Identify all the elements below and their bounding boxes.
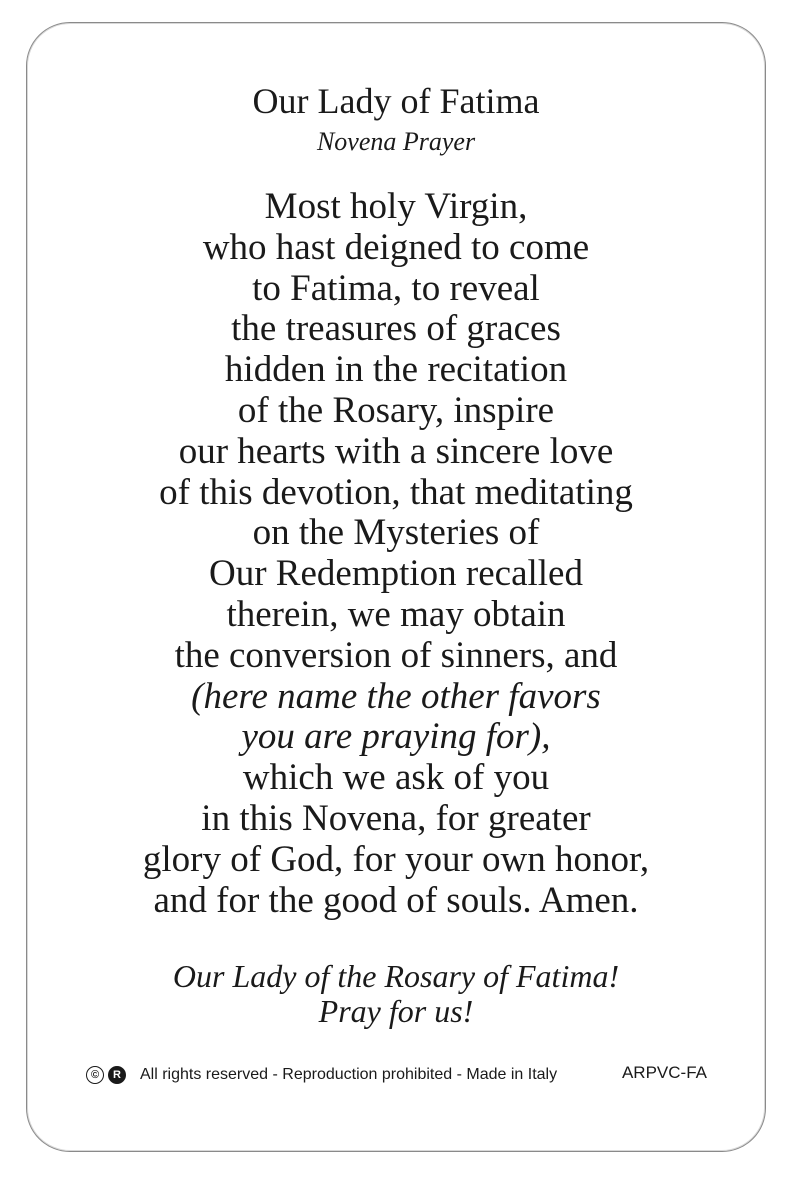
- card-title: Our Lady of Fatima: [252, 81, 540, 121]
- prayer-line: of the Rosary, inspire: [237, 389, 555, 431]
- prayer-line: therein, we may obtain: [226, 593, 566, 635]
- copyright-icon: ©: [86, 1066, 104, 1084]
- footer: [86, 1065, 686, 1085]
- prayer-line: of this devotion, that meditating: [159, 471, 633, 513]
- prayer-line: the treasures of graces: [231, 308, 561, 350]
- prayer-line: hidden in the recitation: [224, 349, 568, 391]
- prayer-line: the conversion of sinners, and: [174, 634, 618, 676]
- prayer-line: to Fatima, to reveal: [252, 267, 540, 309]
- prayer-line: our hearts with a sincere love: [178, 430, 614, 472]
- prayer-line: glory of God, for your own honor,: [142, 838, 650, 880]
- prayer-card: [26, 22, 766, 1152]
- card-subtitle: Novena Prayer: [316, 127, 476, 156]
- prayer-line: and for the good of souls. Amen.: [153, 879, 639, 921]
- prayer-line: on the Mysteries of: [252, 512, 540, 554]
- invocation: [27, 959, 765, 1029]
- prayer-line: in this Novena, for greater: [201, 797, 591, 839]
- prayer-line: who hast deigned to come: [202, 226, 590, 268]
- prayer-line: Most holy Virgin,: [264, 186, 528, 227]
- prayer-line: you are praying for),: [241, 716, 551, 758]
- invocation-line: Pray for us!: [318, 993, 474, 1029]
- prayer-line: Our Redemption recalled: [209, 553, 583, 595]
- product-code: ARPVC-FA: [621, 1063, 707, 1082]
- prayer-line: which we ask of you: [242, 757, 550, 799]
- prayer-text: [27, 187, 765, 921]
- invocation-line: Our Lady of the Rosary of Fatima!: [172, 958, 620, 994]
- rights-text: All rights reserved - Reproduction prohibited - Made in Italy: [140, 1066, 558, 1083]
- prayer-line: (here name the other favors: [191, 675, 601, 717]
- brand-logo-icon: R: [108, 1066, 126, 1084]
